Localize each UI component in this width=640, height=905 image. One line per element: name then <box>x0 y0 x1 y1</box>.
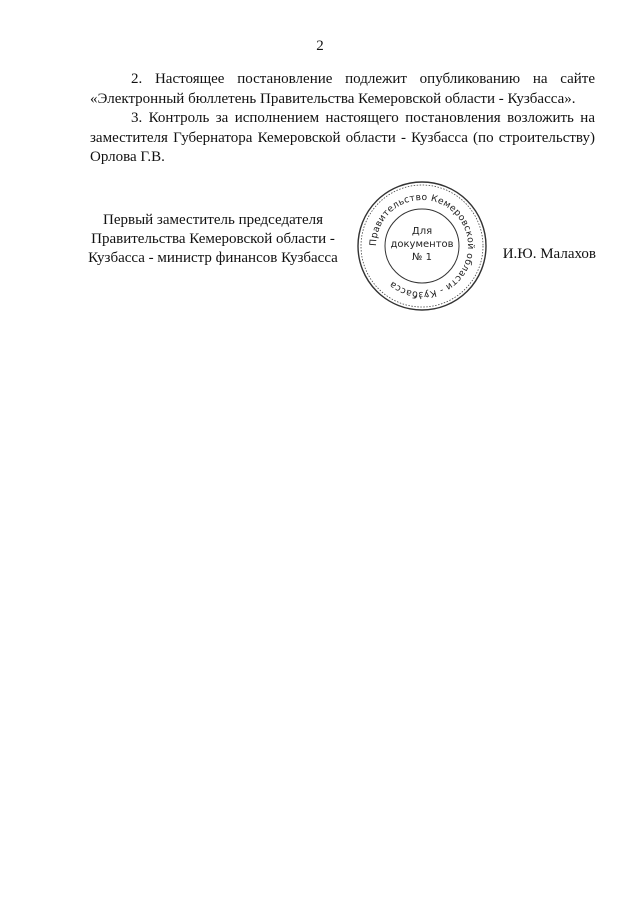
seal-graphic <box>352 176 492 316</box>
signatory-position-line: Правительства Кемеровской области - <box>91 231 335 247</box>
paragraph-control: 3. Контроль за исполнением настоящего постановления возложить на заместителя Губернатора Кемеровской области - Кузбасса (по строительству) Орлова Г.В. <box>90 110 595 165</box>
signatory-name: И.Ю. Малахов <box>502 246 596 262</box>
seal-center-line: документов <box>390 239 454 250</box>
page-number: 2 <box>316 38 324 54</box>
signatory-position-line: Первый заместитель председателя <box>103 212 323 228</box>
document-body <box>90 70 595 168</box>
signatory-position <box>88 211 338 268</box>
official-seal <box>352 176 492 316</box>
seal-center-line: № 1 <box>412 252 432 263</box>
paragraph-publication: 2. Настоящее постановление подлежит опубликованию на сайте «Электронный бюллетень Правительства Кемеровской области - Кузбасса». <box>90 71 595 107</box>
seal-ring-textpath: Правительство Кемеровской области - Кузбасса <box>367 191 477 301</box>
seal-center-line: Для <box>411 226 433 237</box>
signatory-position-line: Кузбасса - министр финансов Кузбасса <box>88 250 338 266</box>
